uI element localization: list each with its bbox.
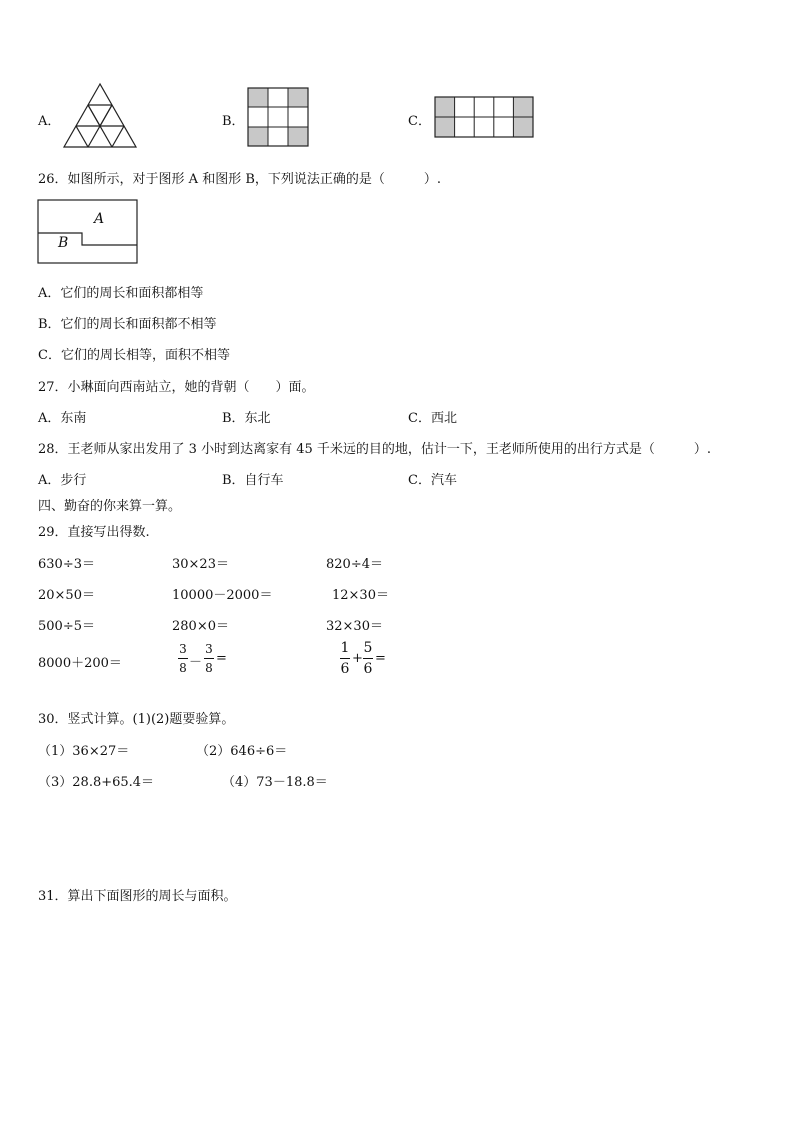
q26-figure (38, 200, 138, 264)
numerator: 3 (179, 642, 187, 656)
q29-fraction-2-right (363, 641, 373, 676)
option-a-triangle-figure (64, 84, 136, 148)
option-c-grid-figure (435, 97, 533, 137)
q29-fraction-1-left (178, 643, 188, 674)
numerator: 1 (340, 640, 350, 656)
q29-item: 8000＋200＝ (38, 656, 122, 671)
denominator: 8 (205, 661, 213, 675)
q29-item: 10000－2000＝ (172, 588, 273, 603)
q29-fraction-1-right (204, 643, 214, 674)
question-30-stem: 30．竖式计算。(1)(2)题要验算。 (38, 712, 235, 727)
q29-fraction-2-left (340, 641, 350, 676)
q30-item: （3）28.8+65.4＝ (38, 775, 155, 790)
section-4-title: 四、勤奋的你来算一算。 (38, 499, 182, 514)
question-29-stem: 29．直接写出得数. (38, 525, 150, 540)
q26-option-a: A．它们的周长和面积都相等 (38, 286, 204, 301)
q28-option-a: A．步行 (38, 473, 87, 488)
denominator: 6 (340, 661, 350, 677)
q27-option-b: B．东北 (222, 411, 271, 426)
question-27-stem: 27．小琳面向西南站立，她的背朝（ ）面。 (38, 380, 315, 395)
q30-item: （2）646÷6＝ (196, 744, 288, 759)
question-31-stem: 31．算出下面图形的周长与面积。 (38, 889, 237, 904)
q29-fraction-1-operator: － (189, 655, 203, 670)
option-c-label: C． (408, 114, 431, 129)
question-28-stem: 28．王老师从家出发用了 3 小时到达离家有 45 千米远的目的地，估计一下，王老师所使用的出行方式是（ ）. (38, 442, 712, 457)
q29-item: 280×0＝ (172, 619, 229, 634)
q26-figure-label-b: B (58, 235, 69, 251)
question-26-stem: 26．如图所示，对于图形 A 和图形 B，下列说法正确的是（ ）. (38, 172, 442, 187)
q27-option-a: A．东南 (38, 411, 87, 426)
q26-figure-label-a: A (94, 211, 105, 227)
q29-item: 500÷5＝ (38, 619, 95, 634)
q26-option-b: B．它们的周长和面积都不相等 (38, 317, 217, 332)
denominator: 6 (363, 661, 373, 677)
q29-item: 20×50＝ (38, 588, 95, 603)
option-a-label: A． (38, 114, 61, 129)
q29-item: 30×23＝ (172, 557, 229, 572)
q29-fraction-2-operator: + (352, 651, 363, 666)
q26-option-c: C．它们的周长相等，面积不相等 (38, 348, 230, 363)
q29-fraction-2-equals: = (375, 651, 386, 666)
q27-option-c: C．西北 (408, 411, 457, 426)
q28-option-b: B．自行车 (222, 473, 284, 488)
option-b-grid-figure (248, 88, 308, 146)
denominator: 8 (179, 661, 187, 675)
q28-option-c: C．汽车 (408, 473, 457, 488)
numerator: 3 (205, 642, 213, 656)
option-b-label: B． (222, 114, 245, 129)
q29-item: 820÷4＝ (326, 557, 383, 572)
q29-fraction-1-equals: = (216, 651, 227, 666)
q29-item: 630÷3＝ (38, 557, 95, 572)
q30-item: （4）73－18.8＝ (222, 775, 328, 790)
q30-item: （1）36×27＝ (38, 744, 130, 759)
numerator: 5 (363, 640, 373, 656)
q29-item: 32×30＝ (326, 619, 383, 634)
q29-item: 12×30＝ (332, 588, 389, 603)
